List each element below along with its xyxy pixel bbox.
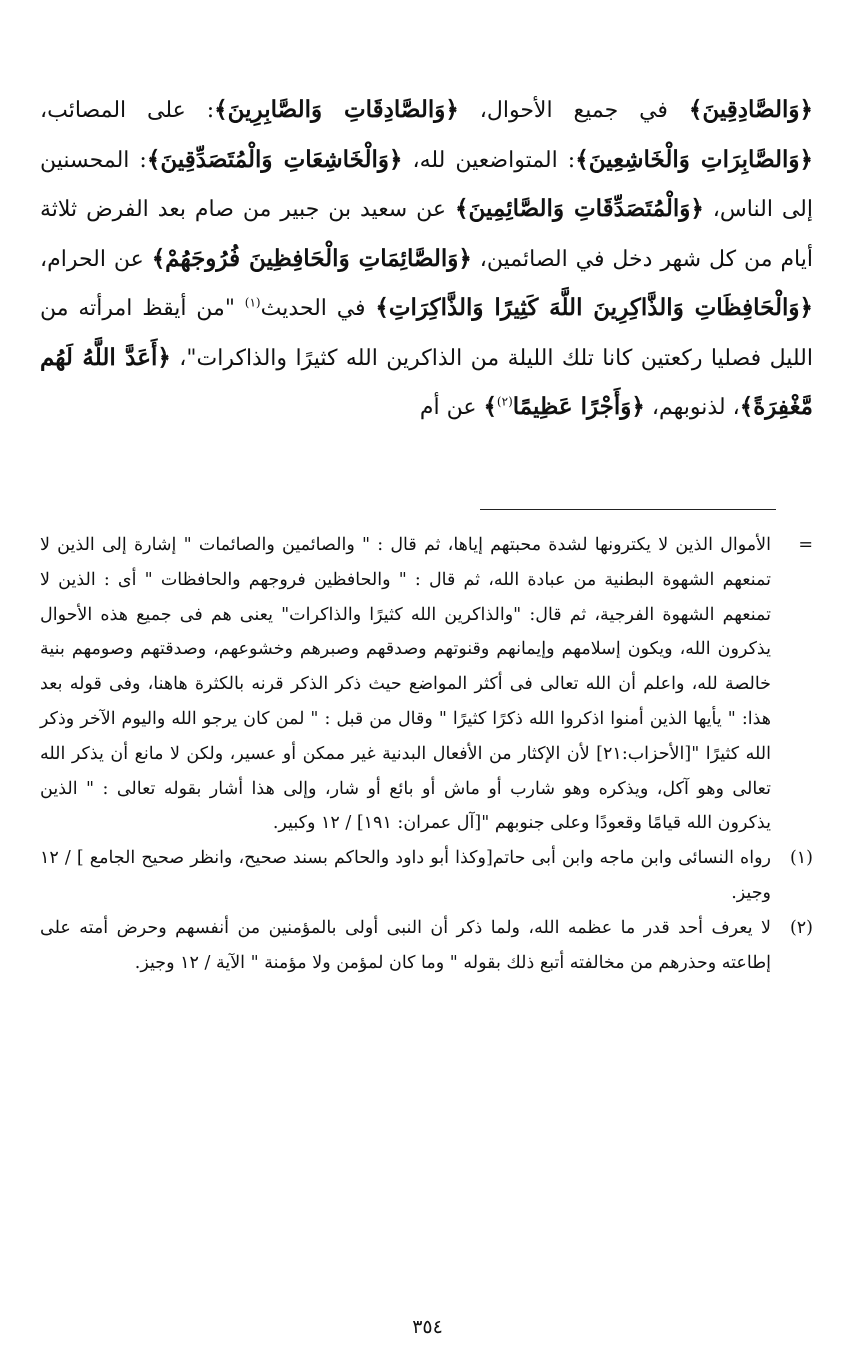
- quran-verse: ﴿وَأَجْرًا عَظِيمًا: [512, 393, 645, 420]
- commentary-text: "من أيقظ امرأته من الليل فصليا ركعتين كانا تلك الليلة من الذاكرين الله كثيرًا والذاكرات"،: [40, 296, 813, 371]
- footnotes: [40, 528, 813, 980]
- footnote-text: لا يعرف أحد قدر ما عظمه الله، ولما ذكر أن النبى أولى بالمؤمنين من أنفسهم وحرض أمته على إطاعته وحذرهم من مخالفته أتبع ذلك بقوله " وما كان لمؤمن ولا مؤمنة " الآية / ١٢ وجيز.: [40, 917, 771, 973]
- quran-verse: ﴿وَالصَّابِرَاتِ وَالْخَاشِعِينَ﴾: [575, 145, 813, 173]
- page-number: ٣٥٤: [412, 1316, 443, 1338]
- quran-verse: ﴿وَالْمُتَصَدِّقَاتِ وَالصَّائِمِينَ﴾: [454, 195, 704, 222]
- quran-verse: ﴾: [483, 393, 497, 420]
- quran-verse: ﴿وَالْحَافِظَاتِ وَالذَّاكِرِينَ اللَّهَ كَثِيرًا وَالذَّاكِرَاتِ﴾: [375, 294, 813, 321]
- commentary-text: ، لذنوبهم،: [644, 395, 740, 420]
- quran-verse: ﴿وَالصَّادِقِينَ﴾: [688, 96, 813, 123]
- footnote-text: الأموال الذين لا يكترونها لشدة محبتهم إياها، ثم قال : " والصائمين والصائمات " إشارة إلى الذين لا تمنعهم الشهوة البطنية من عبادة الله، ثم قال : " والحافظين فروجهم والحافظات " أى : الذين لا تمنعهم الشهوة الفرجية، ثم قال: "والذاكرين الله كثيرًا والذاكرات" يعنى هم فى جميع هذه الأحوال يذكرون الله، ويكون إسلامهم وإيمانهم وقنوتهم وصدقهم وصبرهم وخشوعهم، وصدقتهم وصومهم بنية خالصة لله، واعلم أن الله تعالى فى أكثر المواضع حيث ذكر الذكر قرنه بالكثرة هاهنا، وفى قوله بعد هذا: " يأيها الذين أمنوا اذكروا الله ذكرًا كثيرًا " وقال من قبل : " لمن كان يرجو الله واليوم الآخر وذكر الله كثيرًا "[الأحزاب:٢١] لأن الإكثار من الأفعال البدنية غير ممكن أو عسير، ولكن لا مانع أن يذكر الله تعالى وهو آكل، ويذكره وهو شارب أو ماش أو بائع أو شار، وإلى هذا أشار بقوله تعالى : " الذين يذكرون الله قيامًا وقعودًا وعلى جنوبهم "[آل عمران: ١٩١] / ١٢ وكبير.: [40, 535, 771, 834]
- footnote-ref[interactable]: (١): [244, 295, 261, 310]
- footnote-continued: [40, 528, 813, 841]
- commentary-text: في الحديث: [260, 296, 376, 321]
- footnote-2: [40, 911, 813, 981]
- quran-verse: ﴿وَالصَّادِقَاتِ وَالصَّابِرِينَ﴾: [214, 96, 459, 123]
- commentary-text: عن الحرام،: [40, 246, 152, 272]
- quran-verse: ﴿أَعَدَّ اللَّهُ لَهُم مَّغْفِرَةً﴾: [40, 343, 813, 420]
- main-paragraph: [40, 86, 813, 433]
- footnote-marker: (٢): [789, 917, 813, 938]
- footnote-marker: =: [798, 535, 813, 555]
- footnote-1: [40, 841, 813, 911]
- commentary-text: في جميع الأحوال،: [458, 98, 689, 123]
- footnote-text: رواه النسائى وابن ماجه وابن أبى حاتم[وكذا أبو داود والحاكم بسند صحيح، وانظر صحيح الجامع ] / ١٢ وجيز.: [40, 848, 771, 903]
- quran-verse: ﴿وَالْخَاشِعَاتِ وَالْمُتَصَدِّقِينَ﴾: [146, 145, 403, 173]
- commentary-text: : المحسنين إلى الناس،: [40, 147, 813, 222]
- footnote-ref[interactable]: (٢): [496, 394, 513, 409]
- main-text: [40, 86, 813, 433]
- footnote-separator: [480, 509, 776, 510]
- commentary-text: عن أم: [419, 395, 484, 420]
- commentary-text: : المتواضعين لله،: [402, 147, 576, 173]
- footnote-marker: (١): [789, 848, 813, 869]
- commentary-text: : على المصائب،: [40, 98, 215, 123]
- commentary-text: عن سعيد بن جبير من صام بعد الفرض ثلاثة أيام من كل شهر دخل في الصائمين،: [40, 197, 814, 272]
- quran-verse: ﴿وَالصَّائِمَاتِ وَالْحَافِظِينَ فُرُوجَهُمْ﴾: [151, 244, 472, 272]
